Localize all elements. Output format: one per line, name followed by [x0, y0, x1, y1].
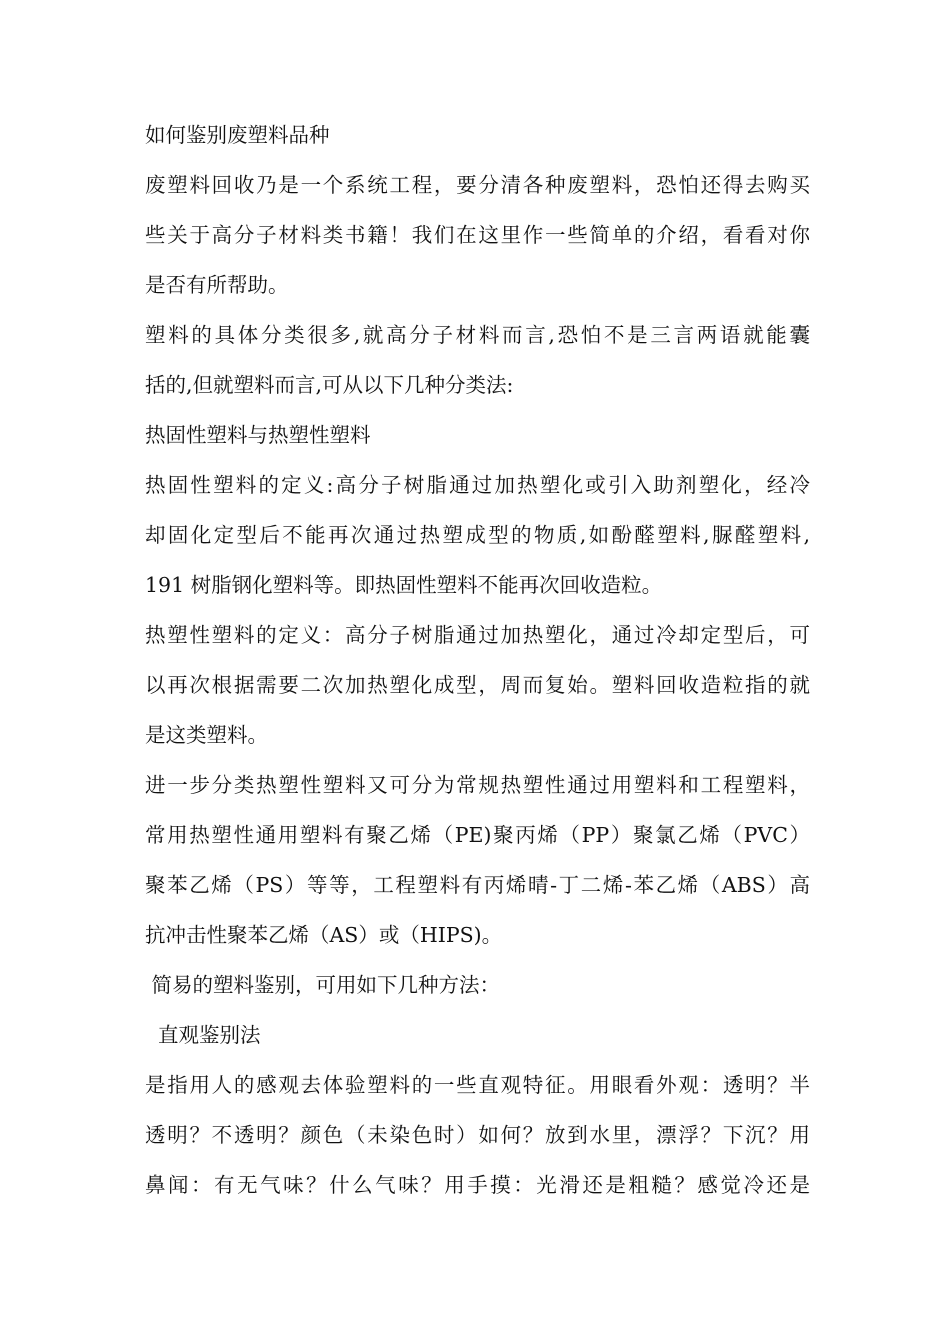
- text-line: 进一步分类热塑性塑料又可分为常规热塑性通过用塑料和工程塑料，: [145, 773, 810, 797]
- text-line: 废塑料回收乃是一个系统工程，要分清各种废塑料，恐怕还得去购买: [145, 173, 810, 197]
- text-line: 简易的塑料鉴别，可用如下几种方法：: [145, 973, 501, 997]
- text-line: 些关于高分子材料类书籍！我们在这里作一些简单的介绍，看看对你: [145, 223, 810, 247]
- text-line: 常用热塑性通用塑料有聚乙烯（PE)聚丙烯（PP）聚氯乙烯（PVC）: [145, 823, 810, 847]
- document-title: 如何鉴别废塑料品种: [145, 123, 330, 147]
- text-line: 是这类塑料。: [145, 723, 268, 747]
- text-line: 透明？不透明？颜色（未染色时）如何？放到水里，漂浮？下沉？用: [145, 1123, 810, 1147]
- text-line: 热塑性塑料的定义：高分子树脂通过加热塑化，通过冷却定型后，可: [145, 623, 810, 647]
- text-line: 直观鉴别法: [145, 1023, 261, 1047]
- text-line: 是否有所帮助。: [145, 273, 289, 297]
- text-line: 塑料的具体分类很多,就高分子材料而言,恐怕不是三言两语就能囊: [145, 323, 810, 347]
- text-line: 热固性塑料的定义:高分子树脂通过加热塑化或引入助剂塑化，经冷: [145, 473, 810, 497]
- text-line: 聚苯乙烯（PS）等等，工程塑料有丙烯晴-丁二烯-苯乙烯（ABS）高: [145, 873, 810, 897]
- document-body: [145, 110, 810, 1210]
- text-line: 是指用人的感观去体验塑料的一些直观特征。用眼看外观：透明？半: [145, 1073, 810, 1097]
- paragraph-lines: [145, 160, 810, 1210]
- text-line: 以再次根据需要二次加热塑化成型，周而复始。塑料回收造粒指的就: [145, 673, 810, 697]
- text-line: 热固性塑料与热塑性塑料: [145, 423, 371, 447]
- text-line: 鼻闻：有无气味？什么气味？用手摸：光滑还是粗糙？感觉冷还是: [145, 1173, 810, 1197]
- text-line: 却固化定型后不能再次通过热塑成型的物质,如酚醛塑料,脲醛塑料,: [145, 523, 810, 547]
- text-line: 括的,但就塑料而言,可从以下几种分类法:: [145, 373, 514, 397]
- text-line: 抗冲击性聚苯乙烯（AS）或（HIPS)。: [145, 923, 503, 947]
- text-line: 191 树脂钢化塑料等。即热固性塑料不能再次回收造粒。: [145, 573, 663, 597]
